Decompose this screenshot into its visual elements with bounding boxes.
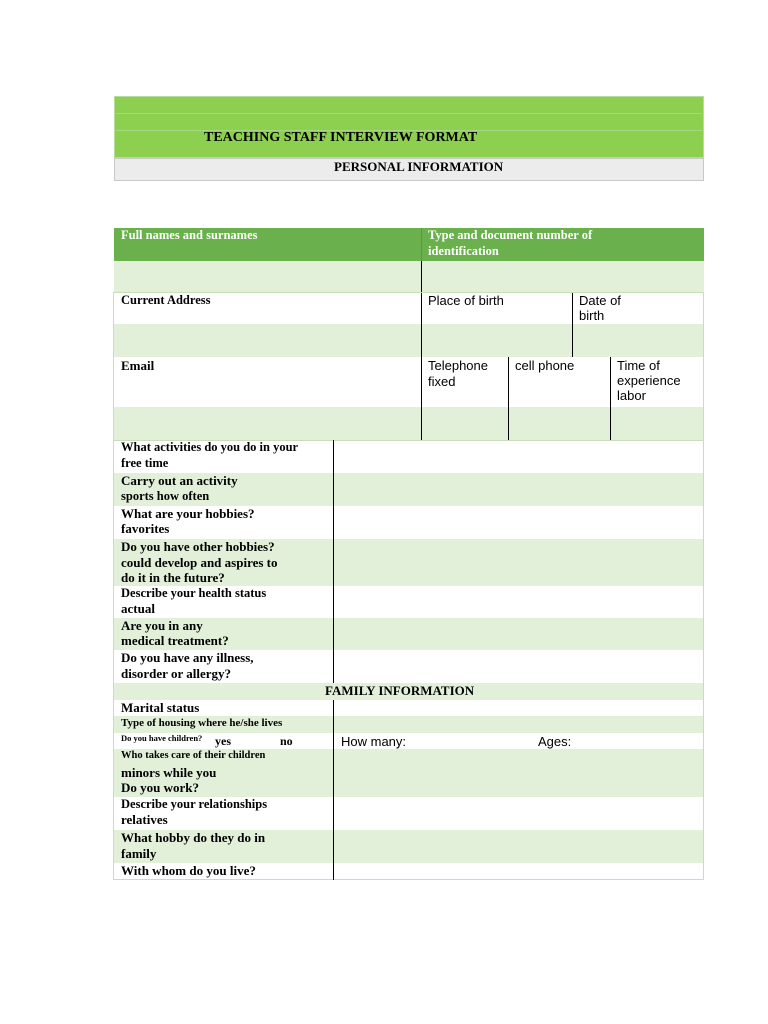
question-sports: Carry out an activity (121, 473, 238, 488)
question-health: Describe your health status (121, 586, 267, 600)
full-names-label: Full names and surnames (121, 228, 258, 242)
email-label: Email (121, 358, 155, 373)
divider (508, 357, 509, 407)
section-title-family: FAMILY INFORMATION (325, 683, 475, 698)
email-field[interactable] (114, 407, 421, 440)
question-sports: sports how often (121, 489, 210, 503)
question-health: actual (121, 601, 155, 616)
question-hobbies: favorites (121, 521, 170, 536)
question-illness: disorder or allergy? (121, 666, 232, 681)
dob-label: Date of (579, 293, 621, 308)
childcare-label: minors while you (121, 765, 217, 780)
experience-label: labor (617, 388, 646, 403)
address-field[interactable] (114, 324, 421, 357)
divider (421, 324, 422, 357)
divider (421, 228, 422, 261)
address-label: Current Address (121, 293, 211, 307)
children-label: Do you have children? (121, 733, 203, 743)
answer-sports[interactable] (334, 473, 703, 506)
live-with-label: With whom do you live? (121, 863, 256, 878)
question-other-hobbies: could develop and aspires to (121, 555, 278, 570)
relationships-label: relatives (121, 812, 168, 827)
divider (572, 293, 573, 324)
answer-free-time[interactable] (334, 441, 703, 473)
divider (610, 407, 611, 440)
answer-hobbies[interactable] (334, 506, 703, 539)
divider (572, 324, 573, 357)
page-title: TEACHING STAFF INTERVIEW FORMAT (204, 130, 478, 145)
family-hobby-field[interactable] (334, 830, 703, 863)
children-no-option[interactable]: no (280, 734, 293, 748)
table-border (113, 292, 114, 683)
question-treatment: medical treatment? (121, 633, 229, 648)
title-banner (114, 96, 704, 158)
relationships-label: Describe your relationships (121, 797, 268, 811)
ages-label: Ages: (538, 734, 572, 749)
childcare-label: Who takes care of their children (121, 750, 266, 761)
divider (610, 357, 611, 407)
dob-label: birth (579, 308, 605, 323)
question-treatment: Are you in any (121, 618, 203, 633)
cell-phone-field[interactable] (509, 407, 610, 440)
live-with-field[interactable] (334, 863, 703, 879)
divider (421, 261, 422, 293)
question-free-time: free time (121, 456, 169, 470)
dob-field[interactable] (573, 324, 704, 357)
question-free-time: What activities do you do in your (121, 440, 299, 454)
place-of-birth-label: Place of birth (428, 293, 504, 308)
telephone-field[interactable] (422, 407, 508, 440)
children-yes-option[interactable]: yes (215, 734, 231, 748)
full-names-field[interactable] (114, 261, 421, 293)
housing-label: Type of housing where he/she lives (121, 717, 283, 729)
experience-label: Time of (617, 358, 660, 373)
table-border (113, 683, 114, 880)
housing-field[interactable] (334, 716, 703, 733)
table-border (703, 683, 704, 880)
experience-label: experience (617, 373, 681, 388)
table-border (703, 440, 704, 683)
family-hobby-label: family (121, 846, 157, 861)
childcare-field[interactable] (334, 749, 703, 797)
divider (333, 440, 334, 683)
divider (421, 293, 422, 324)
family-hobby-label: What hobby do they do in (121, 830, 266, 845)
answer-illness[interactable] (334, 650, 703, 683)
answer-health[interactable] (334, 586, 703, 618)
divider (333, 700, 334, 880)
document-field[interactable] (422, 261, 704, 293)
cell-phone-label: cell phone (515, 358, 575, 373)
title-banner-line (116, 113, 702, 114)
relationships-field[interactable] (334, 797, 703, 830)
divider (508, 407, 509, 440)
table-border (703, 292, 704, 440)
document-label: Type and document number of (428, 228, 593, 242)
divider (421, 357, 422, 407)
question-other-hobbies: Do you have other hobbies? (121, 539, 275, 554)
place-of-birth-field[interactable] (422, 324, 572, 357)
marital-status-label: Marital status (121, 700, 200, 715)
document-label: identification (428, 244, 499, 258)
experience-field[interactable] (611, 407, 704, 440)
childcare-label: Do you work? (121, 780, 200, 795)
question-illness: Do you have any illness, (121, 650, 254, 665)
divider (114, 879, 704, 880)
question-other-hobbies: do it in the future? (121, 570, 225, 585)
telephone-label: fixed (428, 374, 456, 389)
marital-status-field[interactable] (334, 700, 703, 716)
divider (421, 407, 422, 440)
telephone-label: Telephone (428, 358, 488, 373)
answer-treatment[interactable] (334, 618, 703, 650)
how-many-label: How many: (341, 734, 407, 749)
question-hobbies: What are your hobbies? (121, 506, 255, 521)
answer-other-hobbies[interactable] (334, 539, 703, 586)
section-title-personal: PERSONAL INFORMATION (334, 159, 504, 174)
